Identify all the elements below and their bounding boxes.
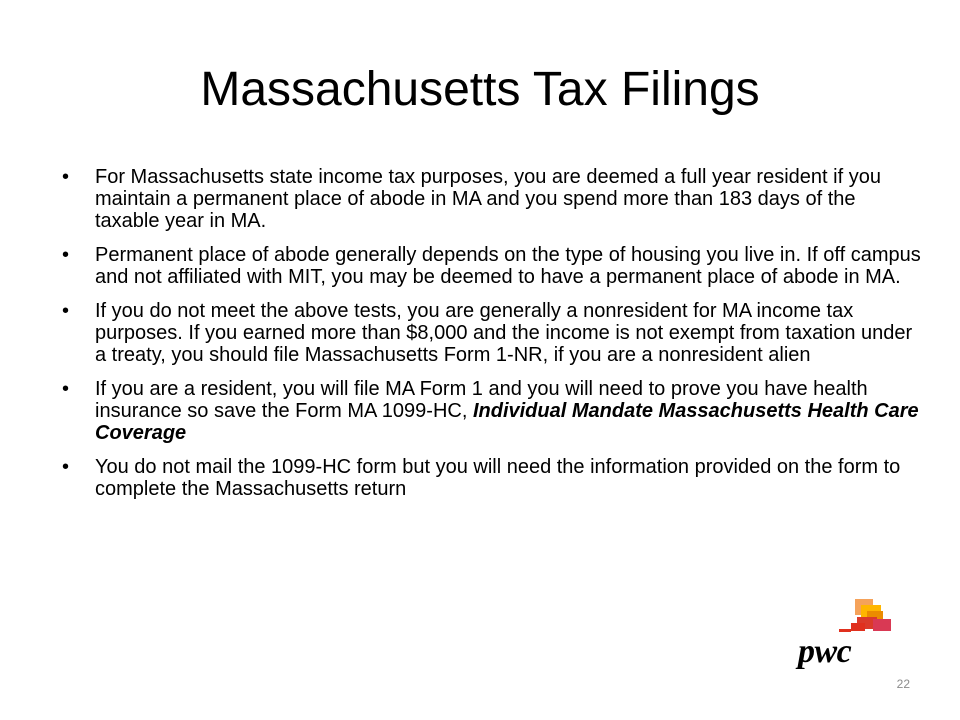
logo-underline bbox=[839, 629, 851, 632]
pwc-logo bbox=[795, 595, 895, 675]
bullet-marker: • bbox=[62, 378, 70, 400]
bullet-item bbox=[62, 166, 922, 232]
bullet-list bbox=[62, 166, 922, 512]
bullet-marker: • bbox=[62, 456, 70, 478]
bullet-marker: • bbox=[62, 300, 70, 322]
bullet-marker: • bbox=[62, 166, 70, 188]
logo-block-pink bbox=[873, 619, 891, 631]
bullet-item bbox=[62, 378, 922, 444]
bullet-emphasis-text: Individual Mandate Massachusetts Health Care Coverage bbox=[95, 400, 919, 444]
bullet-marker: • bbox=[62, 244, 70, 266]
bullet-text: You do not mail the 1099-HC form but you will need the information provided on the form to complete the Massachusetts return bbox=[95, 456, 901, 500]
slide-title: Massachusetts Tax Filings bbox=[200, 63, 760, 116]
logo-wordmark: pwc bbox=[798, 633, 852, 670]
bullet-text: Permanent place of abode generally depends on the type of housing you live in. If off campus and not affiliated with MIT, you may be deemed to have a permanent place of abode in MA. bbox=[95, 244, 921, 288]
bullet-item bbox=[62, 244, 922, 288]
bullet-item bbox=[62, 300, 922, 366]
bullet-text: If you do not meet the above tests, you are generally a nonresident for MA income tax purposes. If you earned more than $8,000 and the income is not exempt from taxation under a treaty, you should file Massachusetts Form 1-NR, if you are a nonresident alien bbox=[95, 300, 913, 366]
bullet-text: If you are a resident, you will file MA Form 1 and you will need to prove you have health insurance so save the Form MA 1099-HC, bbox=[95, 378, 868, 422]
logo-block-dark-orange bbox=[851, 623, 865, 631]
bullet-item bbox=[62, 456, 922, 500]
bullet-text: For Massachusetts state income tax purposes, you are deemed a full year resident if you maintain a permanent place of abode in MA and you spend more than 183 days of the taxable year in MA. bbox=[95, 166, 881, 232]
page-number: 22 bbox=[896, 677, 910, 691]
